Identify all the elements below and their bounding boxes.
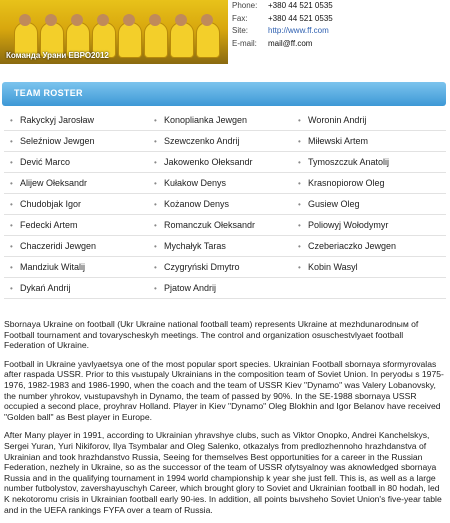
bullet-icon: • — [154, 284, 157, 293]
roster-row — [4, 110, 446, 131]
roster-player[interactable] — [154, 241, 226, 251]
bullet-icon: • — [298, 116, 301, 125]
bullet-icon: • — [10, 158, 13, 167]
contact-email[interactable]: E-mail: mail@ff.com — [232, 38, 313, 48]
player-name[interactable]: Seleźniow Jewgen — [20, 136, 95, 146]
team-photo — [0, 0, 228, 64]
roster-player[interactable] — [154, 220, 255, 230]
photo-caption: Команда Урани ЕВРО2012 — [6, 51, 109, 60]
team-roster-header — [2, 82, 446, 106]
player-name[interactable]: Mychałyk Taras — [164, 241, 226, 251]
bullet-icon: • — [298, 200, 301, 209]
article-text — [4, 319, 446, 523]
roster-row — [4, 194, 446, 215]
bullet-icon: • — [154, 242, 157, 251]
roster-player[interactable] — [298, 178, 385, 188]
roster-player[interactable] — [298, 199, 360, 209]
roster-player[interactable] — [10, 220, 78, 230]
roster-player[interactable] — [154, 262, 240, 272]
contact-info — [232, 0, 333, 50]
bullet-icon: • — [298, 137, 301, 146]
roster-player[interactable] — [10, 262, 85, 272]
player-name[interactable]: Miłewski Artem — [308, 136, 369, 146]
player-name[interactable]: Fedecki Artem — [20, 220, 78, 230]
player-name[interactable]: Romanczuk Ołeksandr — [164, 220, 256, 230]
player-name[interactable]: Jakowenko Ołeksandr — [164, 157, 253, 167]
bullet-icon: • — [298, 179, 301, 188]
roster-row — [4, 236, 446, 257]
player-name[interactable]: Tymoszczuk Anatolij — [308, 157, 390, 167]
player-name[interactable]: Rakyckyj Jarosław — [20, 115, 95, 125]
roster-player[interactable] — [154, 283, 216, 293]
roster-player[interactable] — [298, 220, 388, 230]
player-name[interactable]: Konoplianka Jewgen — [164, 115, 248, 125]
player-name[interactable]: Kobin Wasyl — [308, 262, 358, 272]
bullet-icon: • — [154, 137, 157, 146]
player-name[interactable]: Poliowyj Wołodymyr — [308, 220, 389, 230]
bullet-icon: • — [10, 200, 13, 209]
bullet-icon: • — [154, 179, 157, 188]
player-name[interactable]: Chaczeridi Jewgen — [20, 241, 97, 251]
player-name[interactable]: Kułakow Denys — [164, 178, 227, 188]
roster-player[interactable] — [298, 115, 366, 125]
roster-player[interactable] — [298, 262, 358, 272]
player-name[interactable]: Czygryński Dmytro — [164, 262, 240, 272]
roster-row — [4, 215, 446, 236]
email-link[interactable]: mail@ff.com — [268, 38, 313, 48]
bullet-icon: • — [10, 242, 13, 251]
page-header — [0, 0, 450, 78]
player-name[interactable]: Alijew Ołeksandr — [20, 178, 88, 188]
player-name[interactable]: Szewczenko Andrij — [164, 136, 240, 146]
player-name[interactable]: Mandziuk Witalij — [20, 262, 86, 272]
roster-player[interactable] — [154, 157, 253, 167]
article-paragraph: Football in Ukraine yavlyaetsya one of the most popular sport species. Ukrainian Football sbornaya sformyrovalas after raspada USSR. Prior to this vыstupaly Ukrainians in the composition team of Soviet Union. In peryodы s 1975-1976, 1982-1983 and 1986-1990, when the coach and the team of USSR Kiev "Dynamo" was Valery Lobanovsky, the number yhrokov, vыstupavshyh in Dynamo, the team of passed by 90%. In the SE-1988 sbornaya USSR occupied a second place, proyhrav Holland. Player in Kiev "Dynamo" Oleg Blokhin and Igor Belanov have received "Golden ball" as Best player in Europe. — [4, 358, 444, 422]
site-link[interactable]: http://www.ff.com — [268, 26, 329, 35]
player-name[interactable]: Dević Marco — [20, 157, 71, 167]
player-name[interactable]: Czeberiaczko Jewgen — [308, 241, 397, 251]
roster-player[interactable] — [298, 241, 396, 251]
roster-player[interactable] — [154, 178, 226, 188]
contact-site[interactable]: Site: http://www.ff.com — [232, 26, 329, 35]
player-name[interactable]: Pjatow Andrij — [164, 283, 217, 293]
player-name[interactable]: Woronin Andrij — [308, 115, 367, 125]
bullet-icon: • — [298, 242, 301, 251]
roster-player[interactable] — [154, 115, 247, 125]
team-roster-title: TEAM ROSTER — [14, 88, 83, 98]
roster-row — [4, 152, 446, 173]
player-name[interactable]: Kożanow Denys — [164, 199, 230, 209]
bullet-icon: • — [154, 116, 157, 125]
bullet-icon: • — [298, 221, 301, 230]
team-roster-grid — [4, 110, 446, 299]
contact-fax: Fax: +380 44 521 0535 — [232, 13, 333, 23]
roster-player[interactable] — [10, 199, 81, 209]
bullet-icon: • — [298, 263, 301, 272]
roster-player[interactable] — [298, 157, 389, 167]
bullet-icon: • — [10, 284, 13, 293]
player-name[interactable]: Dykań Andrij — [20, 283, 71, 293]
roster-player[interactable] — [154, 136, 240, 146]
roster-player[interactable] — [10, 241, 96, 251]
roster-player[interactable] — [10, 283, 71, 293]
roster-row — [4, 131, 446, 152]
bullet-icon: • — [10, 179, 13, 188]
roster-row — [4, 173, 446, 194]
roster-player[interactable] — [10, 136, 95, 146]
roster-row — [4, 257, 446, 278]
bullet-icon: • — [10, 263, 13, 272]
contact-phone: Phone: +380 44 521 0535 — [232, 1, 333, 10]
roster-player[interactable] — [10, 115, 94, 125]
bullet-icon: • — [10, 137, 13, 146]
roster-player[interactable] — [10, 157, 70, 167]
roster-row — [4, 278, 446, 299]
player-name[interactable]: Krasnopiorow Oleg — [308, 178, 385, 188]
player-name[interactable]: Gusiew Oleg — [308, 199, 360, 209]
bullet-icon: • — [154, 263, 157, 272]
roster-player[interactable] — [154, 199, 229, 209]
bullet-icon: • — [154, 158, 157, 167]
article-paragraph: After Many player in 1991, according to Ukrainian yhravshye clubs, such as Viktor Onopko, Andrei Kanchelskys, Sergei Yuran, Yuri Nikiforov, Ilya Tsymbalar and Oleg Salenko, otkazalys from predlozhennoho hrazhdanstva of Ukrainian and took hrazhdanstvo Russia, Seeing for themselves Best opportunities for a career in the Russian Federation, nezhely in Ukraine, so as the successor of the team of USSR ofytsyalnoy was aknowledged sbornaya Russia and in the qualifying tournament in 1994 world championship k year she just fell. This is, as well as a large number futbolystov, zavershayuschyh Career, which brought glory to Soviet and Ukrainian football in 80 hodah, led K nekotoromu crisis in Ukrainian football early 90-ies. In addition, all points bыvsheho Soviet Union's five-year table and in the UEFA rankings FYFA over a team of Russia. — [4, 430, 442, 515]
roster-player[interactable] — [298, 136, 368, 146]
article-paragraph: Sbornaya Ukraine on football (Ukr Ukraine national football team) represents Ukraine at mezhdunarodnым of Football tournament and tovaryscheskyh meetings. The control and organization osuschestvlyaet football Federation of Ukraine. — [4, 319, 419, 351]
bullet-icon: • — [154, 200, 157, 209]
roster-player[interactable] — [10, 178, 87, 188]
bullet-icon: • — [10, 221, 13, 230]
bullet-icon: • — [10, 116, 13, 125]
bullet-icon: • — [298, 158, 301, 167]
player-name[interactable]: Chudobjak Igor — [20, 199, 82, 209]
bullet-icon: • — [154, 221, 157, 230]
